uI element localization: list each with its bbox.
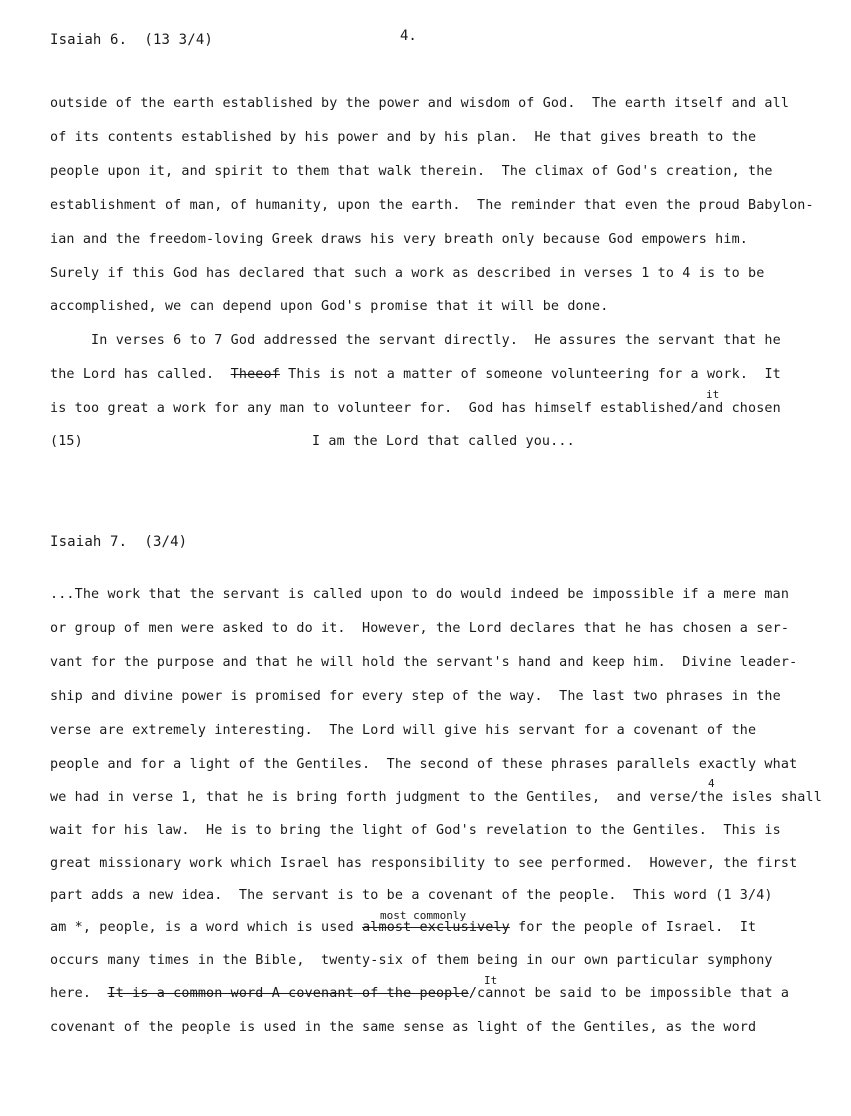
text-line: of its contents established by his power and by his plan. He that gives breath to the [50,130,757,145]
text-line: is too great a work for any man to volunteer for. God has himself established/and chosen [50,401,781,416]
text-segment: here. [50,986,108,1001]
section-header-isaiah-6: Isaiah 6. (13 3/4) [50,32,213,48]
text-line: occurs many times in the Bible, twenty-six of them being in our own particular symphony [50,953,773,968]
text-line [50,366,781,384]
text-line: outside of the earth established by the power and wisdom of God. The earth itself and all [50,96,790,111]
page-number: 4. [400,28,417,44]
text-line: accomplished, we can depend upon God's promise that it will be done. [50,299,609,314]
text-line: ship and divine power is promised for every step of the way. The last two phrases in the [50,689,781,704]
text-line: ian and the freedom-loving Greek draws his very breath only because God empowers him. [50,232,749,247]
text-line: Surely if this God has declared that such a work as described in verses 1 to 4 is to be [50,266,765,281]
citation-number: (15) [50,434,83,449]
text-segment: am *, people, is a word which is used [50,920,363,935]
handwritten-insertion: most commonly [380,909,467,922]
text-line: covenant of the people is used in the same sense as light of the Gentiles, as the word [50,1020,757,1035]
text-line [50,919,756,937]
text-line: In verses 6 to 7 God addressed the servant directly. He assures the servant that he [50,333,781,348]
text-line: part adds a new idea. The servant is to be a covenant of the people. This word (1 3/4) [50,888,773,903]
text-line: verse are extremely interesting. The Lord will give his servant for a covenant of the [50,723,757,738]
text-line: people and for a light of the Gentiles. The second of these phrases parallels exactly what [50,757,798,772]
text-line: establishment of man, of humanity, upon the earth. The reminder that even the proud Babylon- [50,198,814,213]
text-segment: for the people of Israel. It [509,920,757,935]
scripture-quote: I am the Lord that called you... [312,434,575,449]
handwritten-insertion: it [706,388,720,401]
text-line: vant for the purpose and that he will hold the servant's hand and keep him. Divine leader- [50,655,798,670]
text-line: we had in verse 1, that he is bring forth judgment to the Gentiles, and verse/the isles shall [50,790,822,805]
text-line: ...The work that the servant is called upon to do would indeed be impossible if a mere man [50,587,790,602]
struck-text: Theeof [230,367,280,382]
handwritten-insertion: It [484,974,498,987]
text-segment: the Lord has called. [50,367,231,382]
handwritten-insertion: 4 [708,777,715,790]
text-line [50,985,789,1003]
struck-text: almost exclusively [362,920,510,935]
text-line: great missionary work which Israel has responsibility to see performed. However, the first [50,856,798,871]
text-line: people upon it, and spirit to them that walk therein. The climax of God's creation, the [50,164,773,179]
section-header-isaiah-7: Isaiah 7. (3/4) [50,534,188,550]
text-segment: This is not a matter of someone volunteering for a work. It [279,367,781,382]
text-line: wait for his law. He is to bring the light of God's revelation to the Gentiles. This is [50,823,781,838]
text-segment: /cannot be said to be impossible that a [468,986,790,1001]
struck-text: It is a common word A covenant of the people [107,986,469,1001]
text-line: or group of men were asked to do it. However, the Lord declares that he has chosen a ser- [50,621,790,636]
